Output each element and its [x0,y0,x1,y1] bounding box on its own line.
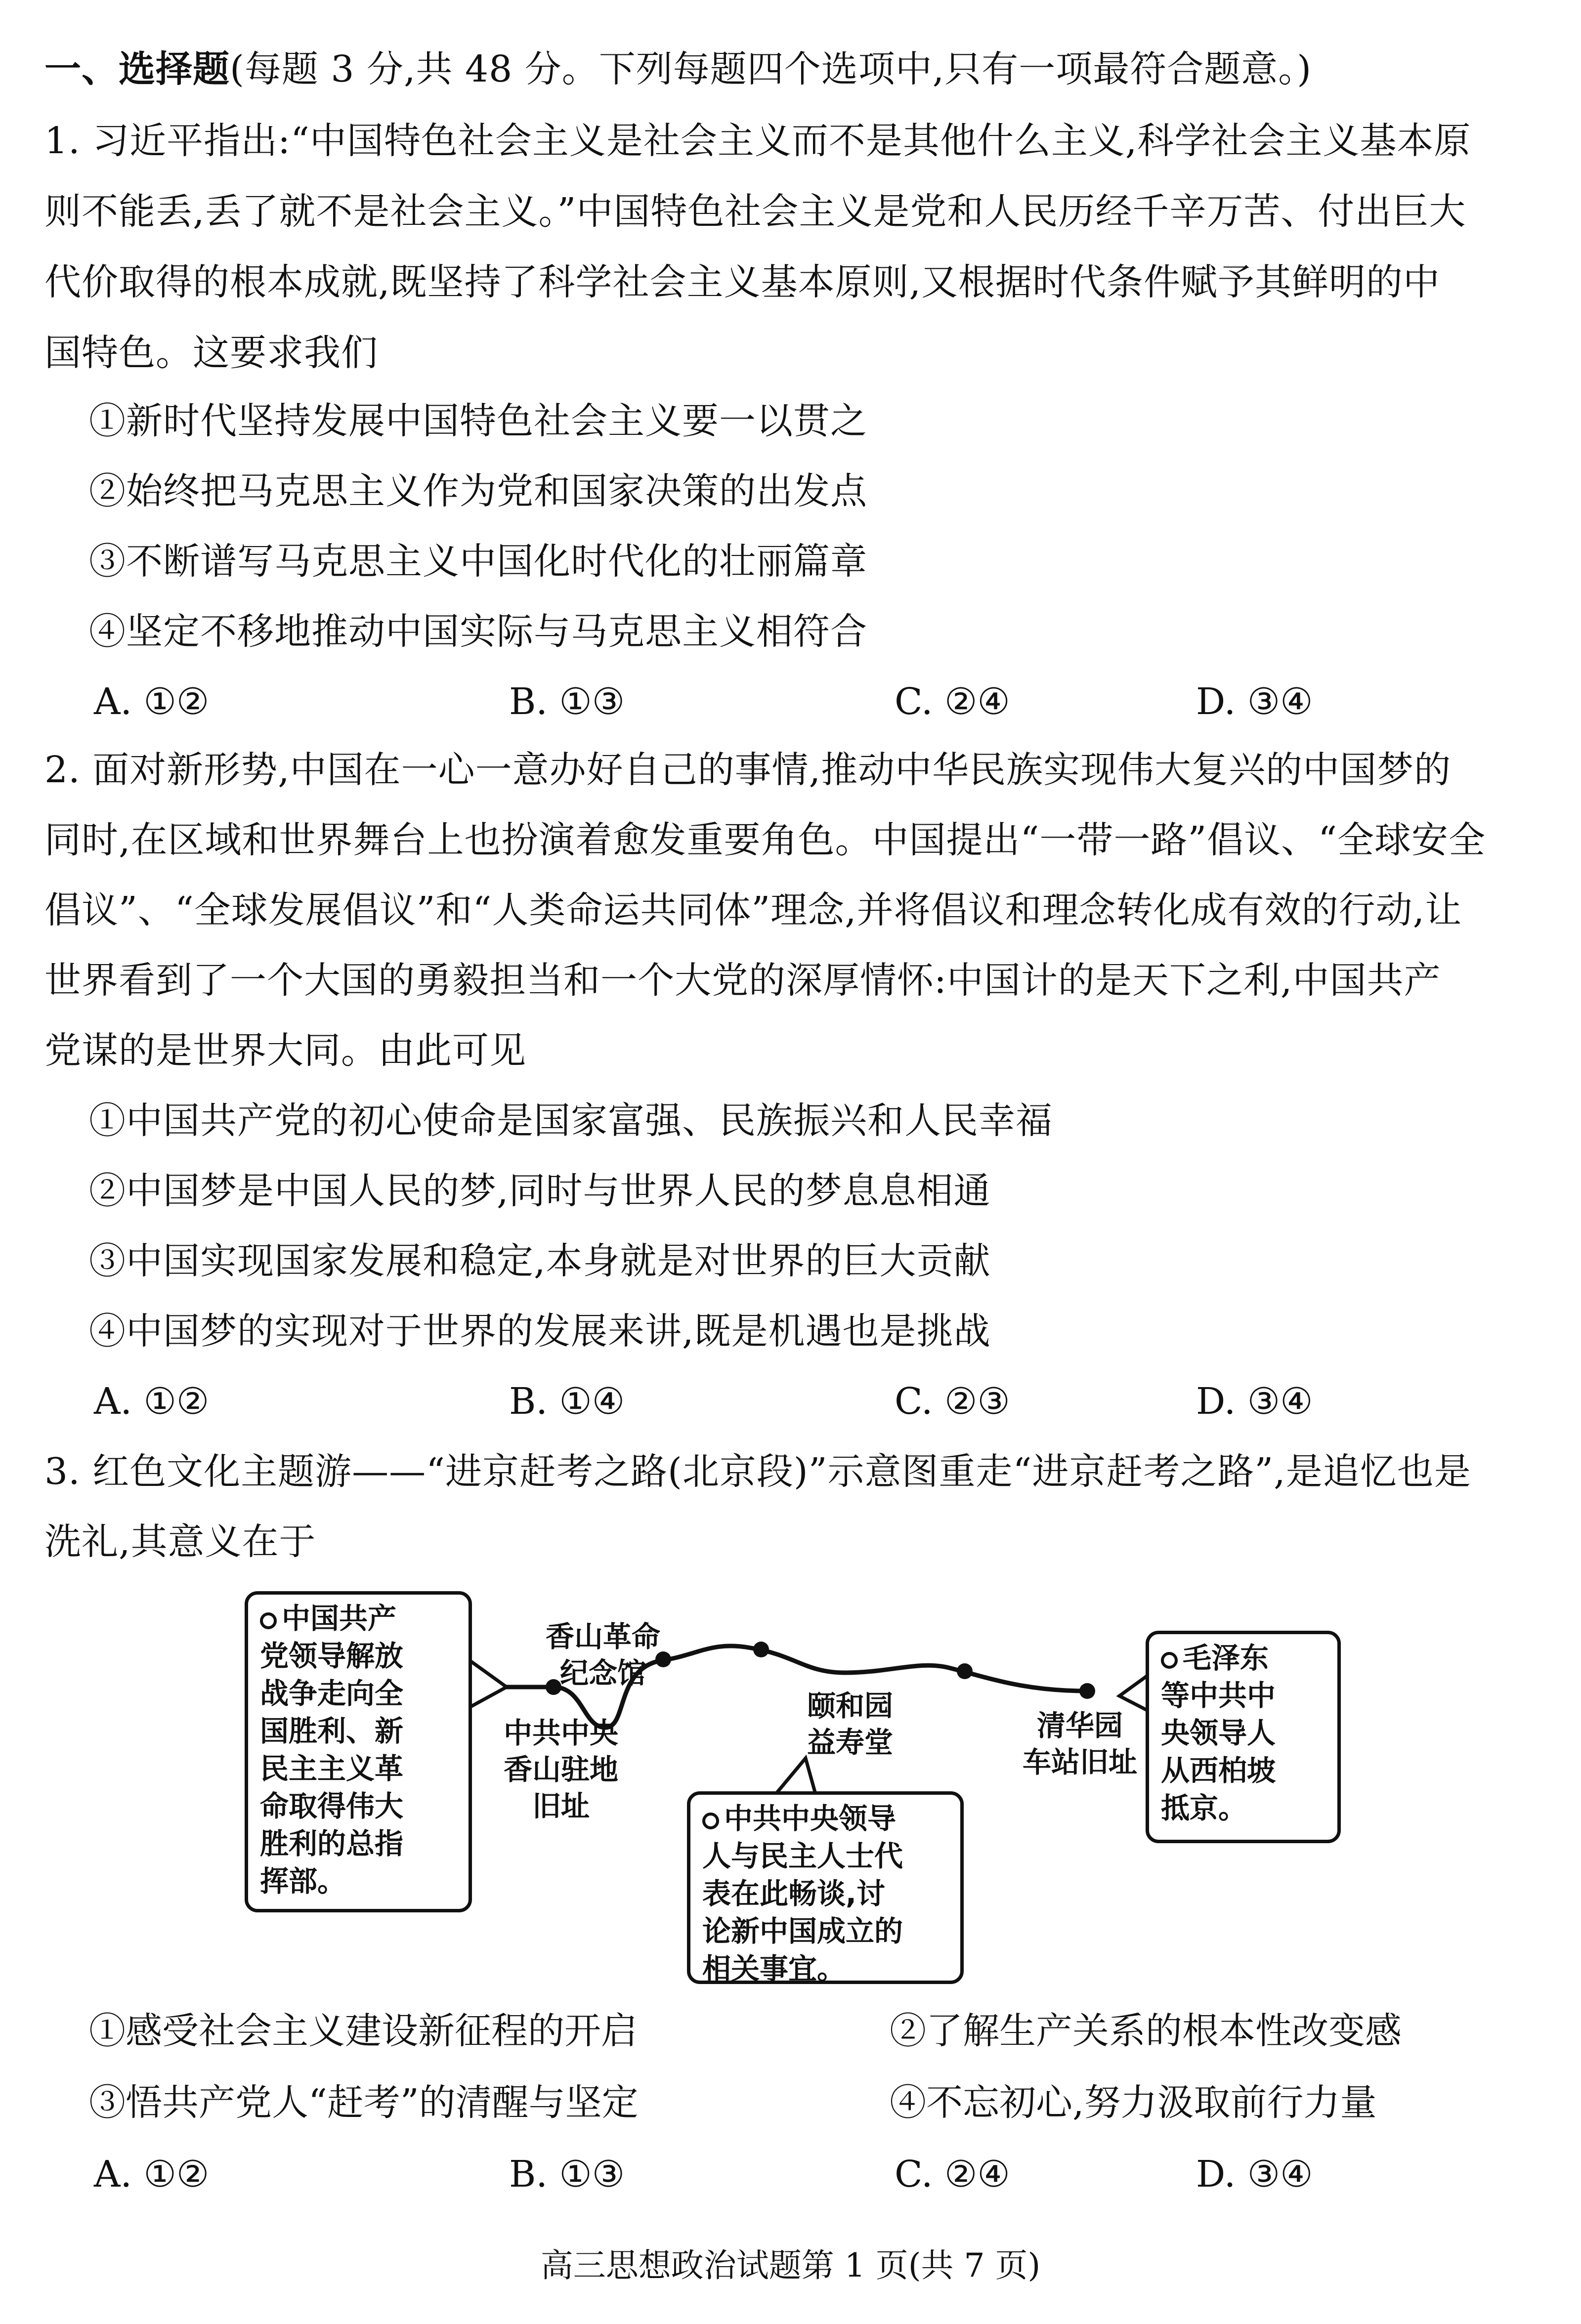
label-xiangshan-memorial: 香山革命 纪念馆 [545,1620,660,1690]
callout-left-line: 命取得伟大 [260,1789,404,1823]
station-dot [753,1642,769,1657]
callout-left-line: 国胜利、新 [260,1714,404,1748]
q1-option-d[interactable]: D. ③④ [1196,680,1313,723]
callout-right-line: 毛泽东 [1183,1641,1269,1675]
q1-stem-line: 代价取得的根本成就,既坚持了科学社会主义基本原则,又根据时代条件赋予其鲜明的中 [44,261,1441,303]
callout-middle-line: 表在此畅谈,讨 [702,1877,886,1910]
bullet-circle-icon [702,1813,719,1829]
q2-item-4: ④中国梦的实现对于世界的发展来讲,既是机遇也是挑战 [89,1310,991,1352]
callout-right-line: 抵京。 [1161,1791,1247,1825]
q1-option-b[interactable]: B. ①③ [509,680,625,723]
q2-stem-line: 党谋的是世界大同。由此可见 [44,1029,526,1072]
callout-left-line: 党领导解放 [260,1639,404,1673]
q2-stem-line: 世界看到了一个大国的勇毅担当和一个大党的深厚情怀:中国计的是天下之利,中国共产 [44,959,1441,1002]
callout-right-line: 央领导人 [1161,1716,1276,1750]
q2-item-3: ③中国实现国家发展和稳定,本身就是对世界的巨大贡献 [89,1240,991,1282]
q1-stem-line: 国特色。这要求我们 [44,332,378,374]
q1-item-2: ②始终把马克思主义作为党和国家决策的出发点 [89,470,867,512]
callout-middle-line: 相关事宜。 [702,1952,846,1986]
page-footer: 高三思想政治试题第 1 页(共 7 页) [540,2246,1041,2284]
q2-stem-line: 同时,在区域和世界舞台上也扮演着愈发重要角色。中国提出“一带一路”倡议、“全球安全 [44,819,1486,861]
q2-stem-line: 2. 面对新形势,中国在一心一意办好自己的事情,推动中华民族实现伟大复兴的中国梦的 [44,749,1452,791]
q2-item-1: ①中国共产党的初心使命是国家富强、民族振兴和人民幸福 [89,1099,1053,1142]
q3-stem-line: 洗礼,其意义在于 [44,1521,316,1563]
q3-item-2: ②了解生产关系的根本性改变感 [890,2010,1402,2052]
callout-pointer [470,1660,507,1707]
callout-left-line: 战争走向全 [260,1677,404,1710]
q1-option-a[interactable]: A. ①② [94,680,210,723]
section-title: 一、选择题 [44,48,230,90]
q3-option-c[interactable]: C. ②④ [895,2153,1010,2196]
callout-right-line: 等中共中 [1161,1679,1276,1712]
q3-option-a[interactable]: A. ①② [94,2153,210,2196]
q1-option-c[interactable]: C. ②④ [895,680,1010,723]
q3-item-3: ③悟共产党人“赶考”的清醒与坚定 [89,2081,639,2124]
bullet-circle-icon [1161,1652,1178,1669]
section-header [44,44,1312,94]
callout-pointer [1119,1675,1148,1711]
q2-option-c[interactable]: C. ②③ [895,1380,1010,1423]
bullet-circle-icon [260,1612,277,1629]
label-xiangshan-site: 中共中央 香山驻地 旧址 [503,1716,618,1823]
callout-left [245,1591,472,1912]
q1-item-1: ①新时代坚持发展中国特色社会主义要一以贯之 [89,400,867,442]
q2-option-a[interactable]: A. ①② [94,1380,210,1423]
callout-middle [687,1791,964,1984]
callout-middle-line: 人与民主人士代 [702,1839,903,1873]
q3-option-d[interactable]: D. ③④ [1196,2153,1313,2196]
q2-stem-line: 倡议”、“全球发展倡议”和“人类命运共同体”理念,并将倡议和理念转化成有效的行动,让 [44,889,1462,931]
label-qinghua-station: 清华园 车站旧址 [1022,1709,1137,1779]
callout-left-line: 中国共产 [282,1602,397,1635]
callout-middle-line: 中共中央领导 [724,1802,897,1835]
callout-left-line: 挥部。 [260,1864,346,1898]
q1-stem-line: 1. 习近平指出:“中国特色社会主义是社会主义而不是其他什么主义,科学社会主义基本原 [44,120,1471,162]
callout-pointer [776,1758,815,1794]
route-diagram [237,1581,1344,1986]
station-dot [1079,1683,1095,1699]
callout-right [1146,1631,1341,1843]
callout-left-line: 胜利的总指 [260,1827,404,1860]
q1-item-4: ④坚定不移地推动中国实际与马克思主义相符合 [89,610,867,653]
q2-option-b[interactable]: B. ①④ [509,1380,625,1423]
section-note: (每题 3 分,共 48 分。下列每题四个选项中,只有一项最符合题意。) [230,48,1312,90]
q3-item-4: ④不忘初心,努力汲取前行力量 [890,2081,1377,2124]
q2-option-d[interactable]: D. ③④ [1196,1380,1313,1423]
q1-item-3: ③不断谱写马克思主义中国化时代化的壮丽篇章 [89,540,867,583]
station-dot [957,1663,973,1679]
label-yiheyuan: 颐和园 益寿堂 [807,1689,893,1759]
callout-middle-line: 论新中国成立的 [702,1914,903,1948]
q1-stem-line: 则不能丢,丢了就不是社会主义。”中国特色社会主义是党和人民历经千辛万苦、付出巨大 [44,190,1466,233]
callout-left-line: 民主主义革 [260,1752,404,1785]
q3-item-1: ①感受社会主义建设新征程的开启 [89,2010,638,2052]
q3-option-b[interactable]: B. ①③ [509,2153,625,2196]
q3-stem-line: 3. 红色文化主题游——“进京赶考之路(北京段)”示意图重走“进京赶考之路”,是追忆也是 [44,1450,1471,1493]
q2-item-2: ②中国梦是中国人民的梦,同时与世界人民的梦息息相通 [89,1170,991,1212]
callout-right-line: 从西柏坡 [1161,1754,1276,1787]
